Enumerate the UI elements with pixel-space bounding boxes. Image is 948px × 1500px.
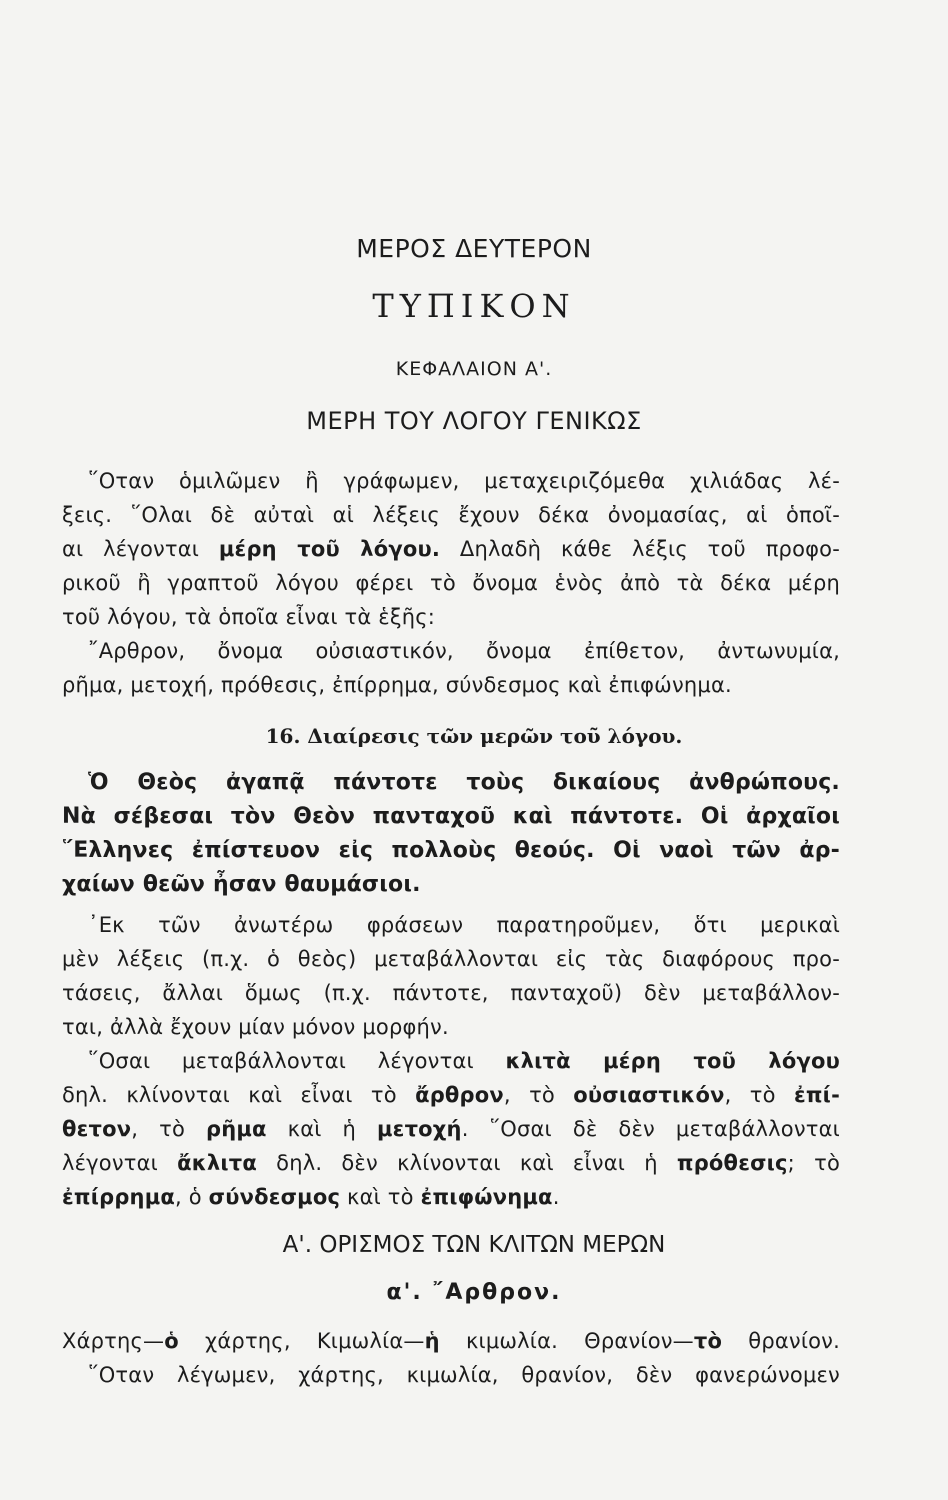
example-line-3: ῞Ελληνες ἐπίστευον εἰς πολλοὺς θεούς. Οἱ ναοὶ τῶν ἀρ- <box>62 838 840 863</box>
intro-line-6: ῎Αρθρον, ὄνομα οὐσιαστικόν, ὄνομα ἐπίθετον, ἀντωνυμία, <box>88 639 840 663</box>
observation-line-3: τάσεις, ἄλλαι ὅμως (π.χ. πάντοτε, πανταχοῦ) δὲν μεταβάλλον- <box>62 981 840 1005</box>
declinable-line-2: δηλ. κλίνονται καὶ εἶναι τὸ ἄρθρον, τὸ οὐσιαστικόν, τὸ ἐπί- <box>62 1083 840 1107</box>
intro-line-3: αι λέγονται μέρη τοῦ λόγου. Δηλαδὴ κάθε λέξις τοῦ προφο- <box>62 537 840 561</box>
observation-line-1: ᾿Εκ τῶν ἀνωτέρω φράσεων παρατηροῦμεν, ὅτι μερικαὶ <box>88 913 840 937</box>
chapter-title: ΜΕΡΗ ΤΟΥ ΛΟΓΟΥ ΓΕΝΙΚΩΣ <box>306 407 642 435</box>
section-16-heading: 16. Διαίρεσις τῶν μερῶν τοῦ λόγου. <box>265 724 683 748</box>
article-examples-line: Χάρτης—ὁ χάρτης, Κιμωλία—ἡ κιμωλία. Θρανίον—τὸ θρανίον. <box>62 1329 840 1353</box>
declinable-line-3: θετον, τὸ ρῆμα καὶ ἡ μετοχή. ῞Οσαι δὲ δὲν μεταβάλλονται <box>62 1117 840 1141</box>
observation-line-4: ται, ἀλλὰ ἔχουν μίαν μόνον μορφήν. <box>62 1015 449 1039</box>
chapter-number: ΚΕΦΑΛΑΙΟΝ Α'. <box>395 358 553 380</box>
declinable-line-1: ῞Οσαι μεταβάλλονται λέγονται κλιτὰ μέρη τοῦ λόγου <box>88 1049 840 1073</box>
indeclinable-line-1: λέγονται ἄκλιτα δηλ. δὲν κλίνονται καὶ εἶναι ἡ πρόθεσις; τὸ <box>62 1151 840 1175</box>
section-a-heading: Α'. ΟΡΙΣΜΟΣ ΤΩΝ ΚΛΙΤΩΝ ΜΕΡΩΝ <box>282 1232 666 1258</box>
intro-line-4: ρικοῦ ἢ γραπτοῦ λόγου φέρει τὸ ὄνομα ἑνὸς ἀπὸ τὰ δέκα μέρη <box>62 571 840 595</box>
example-line-4: χαίων θεῶν ἦσαν θαυμάσιοι. <box>62 872 421 897</box>
intro-line-7: ρῆμα, μετοχή, πρόθεσις, ἐπίρρημα, σύνδεσμος καὶ ἐπιφώνημα. <box>62 673 732 697</box>
example-line-2: Νὰ σέβεσαι τὸν Θεὸν πανταχοῦ καὶ πάντοτε. Οἱ ἀρχαῖοι <box>62 804 840 829</box>
section-a-subheading: α'. ῎Αρθρον. <box>386 1280 562 1305</box>
part-title: ΜΕΡΟΣ ΔΕΥΤΕΡΟΝ <box>356 234 592 263</box>
observation-line-2: μὲν λέξεις (π.χ. ὁ θεὸς) μεταβάλλονται εἰς τὰς διαφόρους προ- <box>62 947 840 971</box>
emphasis-term: μέρη τοῦ λόγου. <box>218 537 441 561</box>
indeclinable-line-2: ἐπίρρημα, ὁ σύνδεσμος καὶ τὸ ἐπιφώνημα. <box>62 1185 560 1209</box>
intro-line-5: τοῦ λόγου, τὰ ὁποῖα εἶναι τὰ ἑξῆς: <box>62 605 436 629</box>
example-line-1: Ὁ Θεὸς ἀγαπᾷ πάντοτε τοὺς δικαίους ἀνθρώπους. <box>88 770 840 795</box>
article-explanation-line: ῞Οταν λέγωμεν, χάρτης, κιμωλία, θρανίον, δὲν φανερώνομεν <box>88 1363 840 1387</box>
intro-line-2: ξεις. ῞Ολαι δὲ αὐταὶ αἱ λέξεις ἔχουν δέκα ὀνομασίας, αἱ ὁποῖ- <box>62 503 840 527</box>
intro-line-1: ῞Οταν ὁμιλῶμεν ἢ γράφωμεν, μεταχειριζόμεθα χιλιάδας λέ- <box>88 469 840 493</box>
book-title: ΤΥΠΙΚΟΝ <box>372 287 576 325</box>
